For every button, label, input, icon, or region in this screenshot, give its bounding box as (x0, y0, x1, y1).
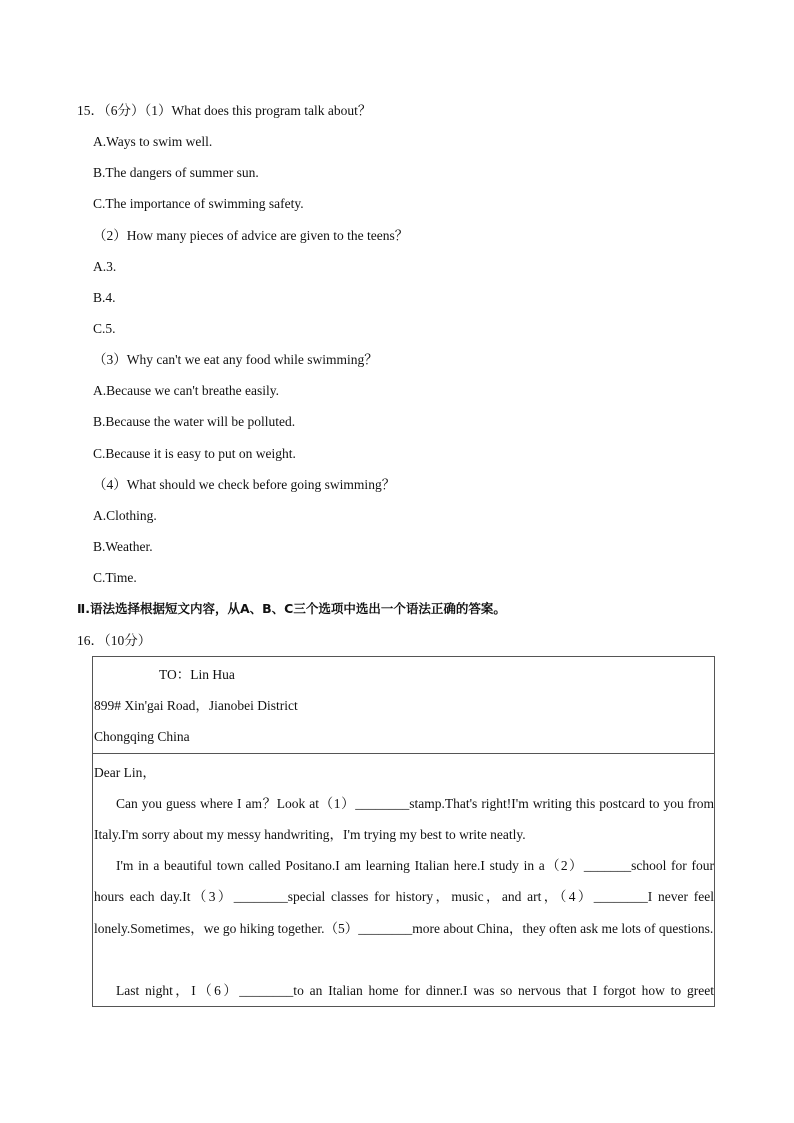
q15-s1-option-b: B.The dangers of summer sun. (93, 165, 259, 180)
letter-paragraph-1: Can you guess where I am？Look at（1）________stamp.That's right!I'm writing this postcard to you from Italy.I'm sorry about my messy handwriting，I'm trying my best to write neatly. (94, 796, 714, 843)
letter-paragraph-2: I'm in a beautiful town called Positano.I am learning Italian here.I study in a（2）_______school for four hours each day.It（3）________special classes for history，music，and art，（4）________I never feel lonely.Sometimes，we go hiking together.（5）________more about China，they often ask me lots of questions. (94, 858, 714, 936)
q15-s3-option-c: C.Because it is easy to put on weight. (93, 446, 296, 461)
address-to: TO：Lin Hua (159, 667, 235, 682)
letter-paragraph-3: Last night，I（6）________to an Italian home for dinner.I was so nervous that I forgot how to greet (116, 983, 714, 998)
q15-s4-option-c: C.Time. (93, 570, 137, 585)
q15-s4-option-b: B.Weather. (93, 539, 153, 554)
question-16-stem: 16．（10分） (77, 633, 152, 648)
q15-s4-option-a: A.Clothing. (93, 508, 157, 523)
section-2-heading: Ⅱ.语法选择根据短文内容，从A、B、C三个选项中选出一个语法正确的答案。 (77, 601, 506, 616)
postcard-divider (93, 753, 714, 754)
q15-s1-option-a: A.Ways to swim well. (93, 134, 213, 149)
q15-s3-option-b: B.Because the water will be polluted. (93, 414, 296, 429)
postcard-box (92, 656, 715, 1007)
letter-greeting: Dear Lin， (94, 765, 156, 780)
q15-subquestion-4: （4）What should we check before going swimming？ (93, 477, 396, 492)
q15-s3-option-a: A.Because we can't breathe easily. (93, 383, 279, 398)
q15-s2-option-b: B.4. (93, 290, 116, 305)
address-street: 899# Xin'gai Road，Jianobei District (94, 698, 298, 713)
address-city: Chongqing China (94, 729, 190, 744)
question-15-stem: 15．（6分）（1）What does this program talk about？ (77, 103, 372, 118)
q15-s2-option-a: A.3. (93, 259, 117, 274)
q15-subquestion-2: （2）How many pieces of advice are given to the teens？ (93, 228, 409, 243)
q15-s1-option-c: C.The importance of swimming safety. (93, 196, 304, 211)
q15-subquestion-3: （3）Why can't we eat any food while swimming？ (93, 352, 378, 367)
q15-s2-option-c: C.5. (93, 321, 116, 336)
